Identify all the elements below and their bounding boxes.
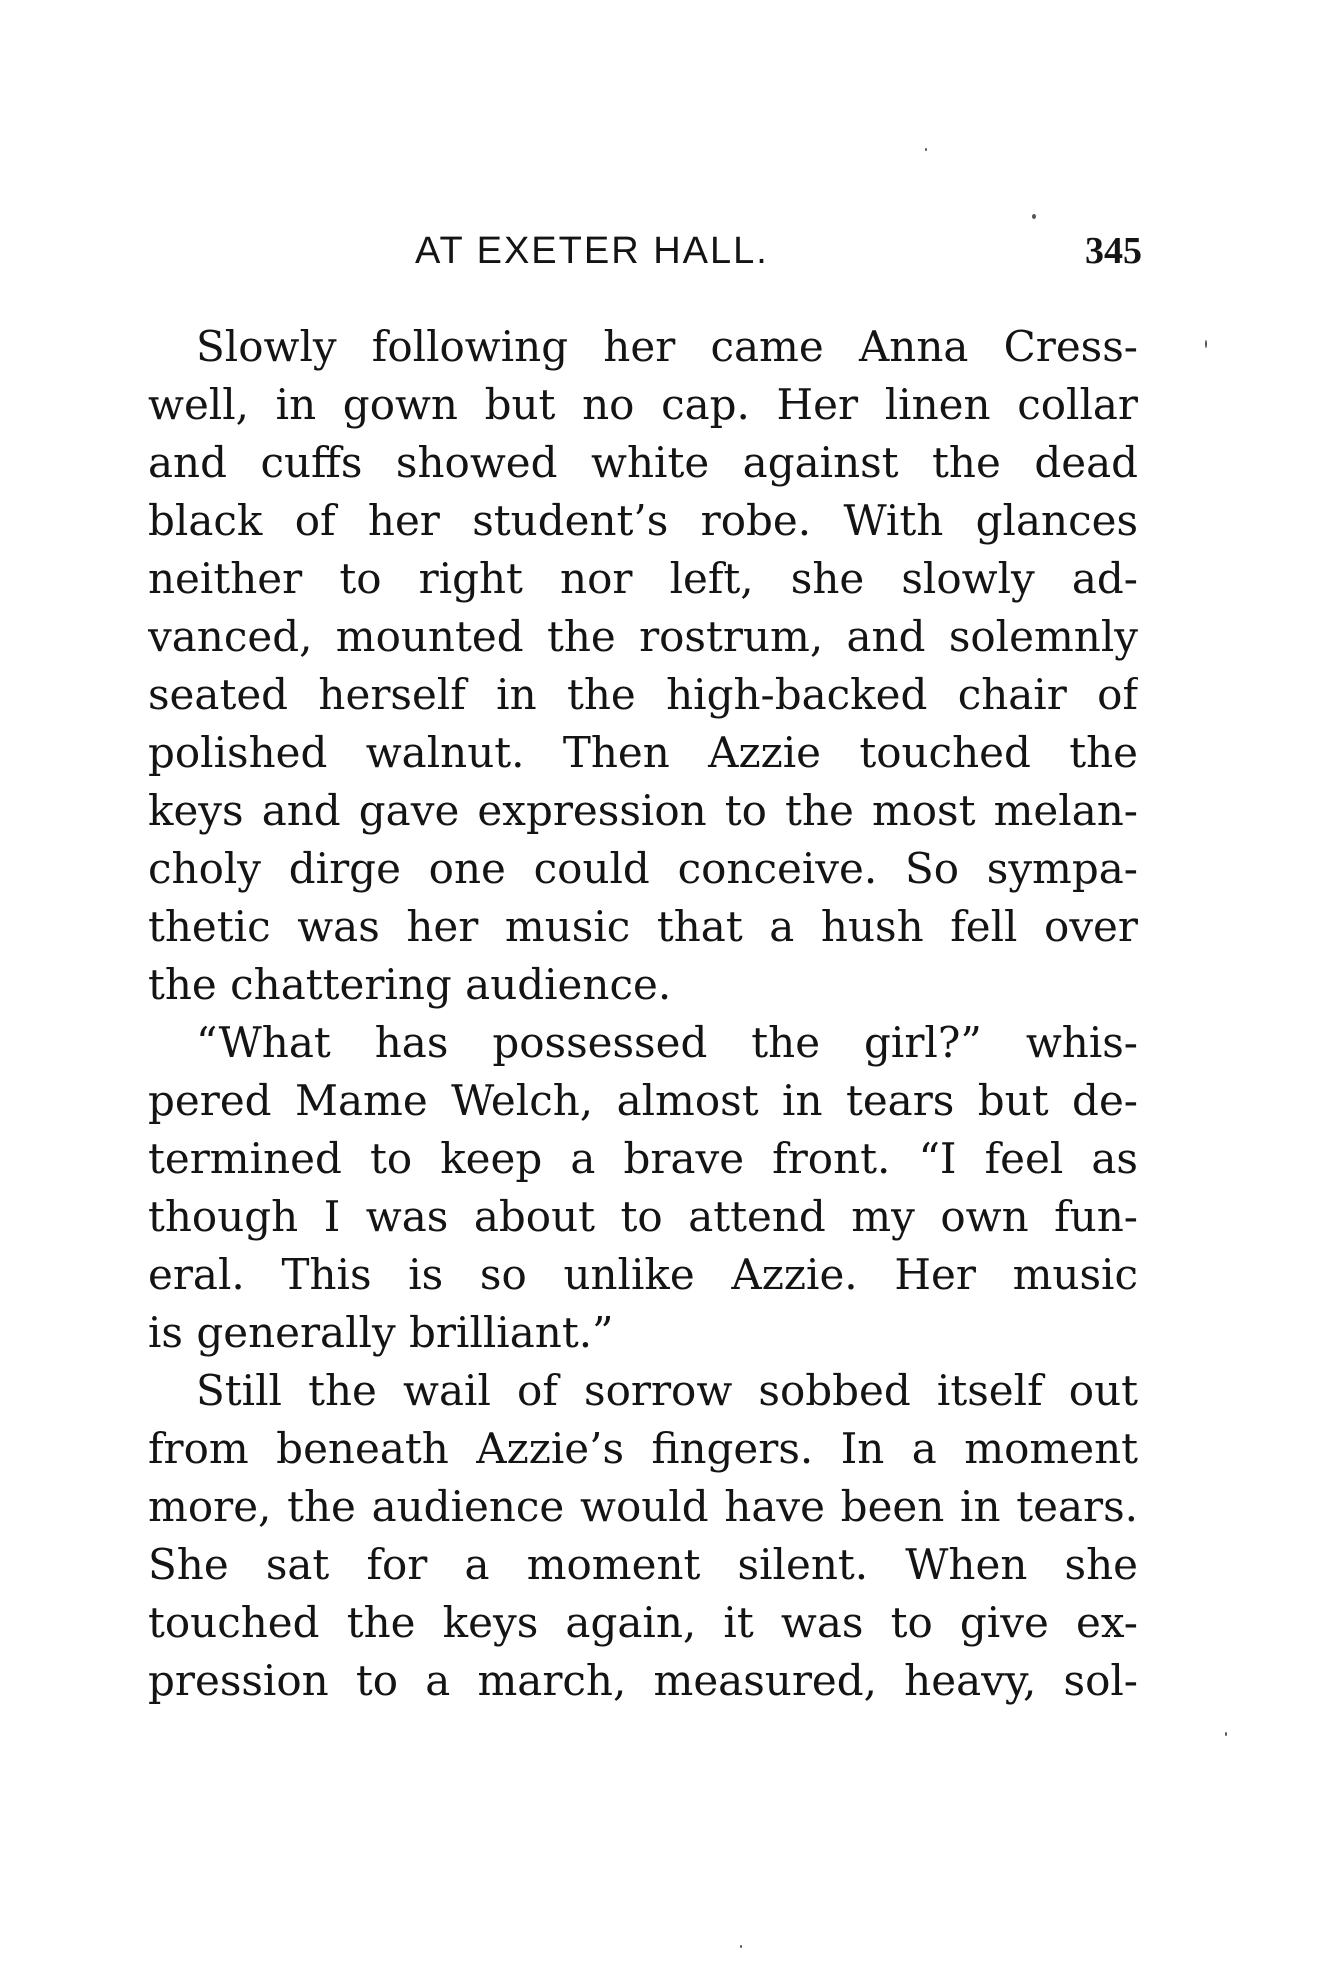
text-line: the chattering audience. — [148, 960, 672, 1009]
paper-speck — [1032, 214, 1036, 219]
text-line: vanced, mounted the rostrum, and solemnly — [148, 612, 1138, 661]
text-line: “What has possessed the girl?” whis- — [196, 1018, 1138, 1067]
chapter-title: AT EXETER HALL. — [415, 230, 769, 272]
text-line: keys and gave expression to the most melan- — [148, 786, 1138, 835]
paper-speck — [925, 148, 927, 151]
text-line: though I was about to attend my own fun- — [148, 1192, 1138, 1241]
text-line: eral. This is so unlike Azzie. Her music — [148, 1250, 1138, 1299]
text-line: black of her student’s robe. With glances — [148, 496, 1138, 545]
text-line: well, in gown but no cap. Her linen collar — [148, 380, 1138, 429]
text-line: from beneath Azzie’s fingers. In a moment — [148, 1424, 1138, 1473]
paper-speck — [1205, 340, 1207, 348]
text-line: thetic was her music that a hush fell over — [148, 902, 1138, 951]
text-line: touched the keys again, it was to give ex- — [148, 1598, 1138, 1647]
text-line: and cuffs showed white against the dead — [148, 438, 1138, 487]
paper-speck — [740, 1945, 742, 1948]
text-line: polished walnut. Then Azzie touched the — [148, 728, 1138, 777]
text-line: neither to right nor left, she slowly ad- — [148, 554, 1138, 603]
text-line: choly dirge one could conceive. So sympa- — [148, 844, 1138, 893]
text-line: Slowly following her came Anna Cress- — [196, 322, 1138, 371]
text-line: pered Mame Welch, almost in tears but de- — [148, 1076, 1138, 1125]
text-line: She sat for a moment silent. When she — [148, 1540, 1138, 1589]
text-line: is generally brilliant.” — [148, 1308, 614, 1357]
text-line: more, the audience would have been in tears. — [148, 1482, 1138, 1531]
paper-speck — [1225, 1732, 1227, 1736]
text-line: pression to a march, measured, heavy, sol- — [148, 1656, 1138, 1705]
text-line: seated herself in the high-backed chair of — [148, 670, 1138, 719]
text-line: Still the wail of sorrow sobbed itself out — [196, 1366, 1138, 1415]
page-number: 345 — [1085, 230, 1142, 272]
running-head — [150, 226, 1142, 276]
body-text — [148, 318, 1138, 1710]
text-line: termined to keep a brave front. “I feel as — [148, 1134, 1138, 1183]
